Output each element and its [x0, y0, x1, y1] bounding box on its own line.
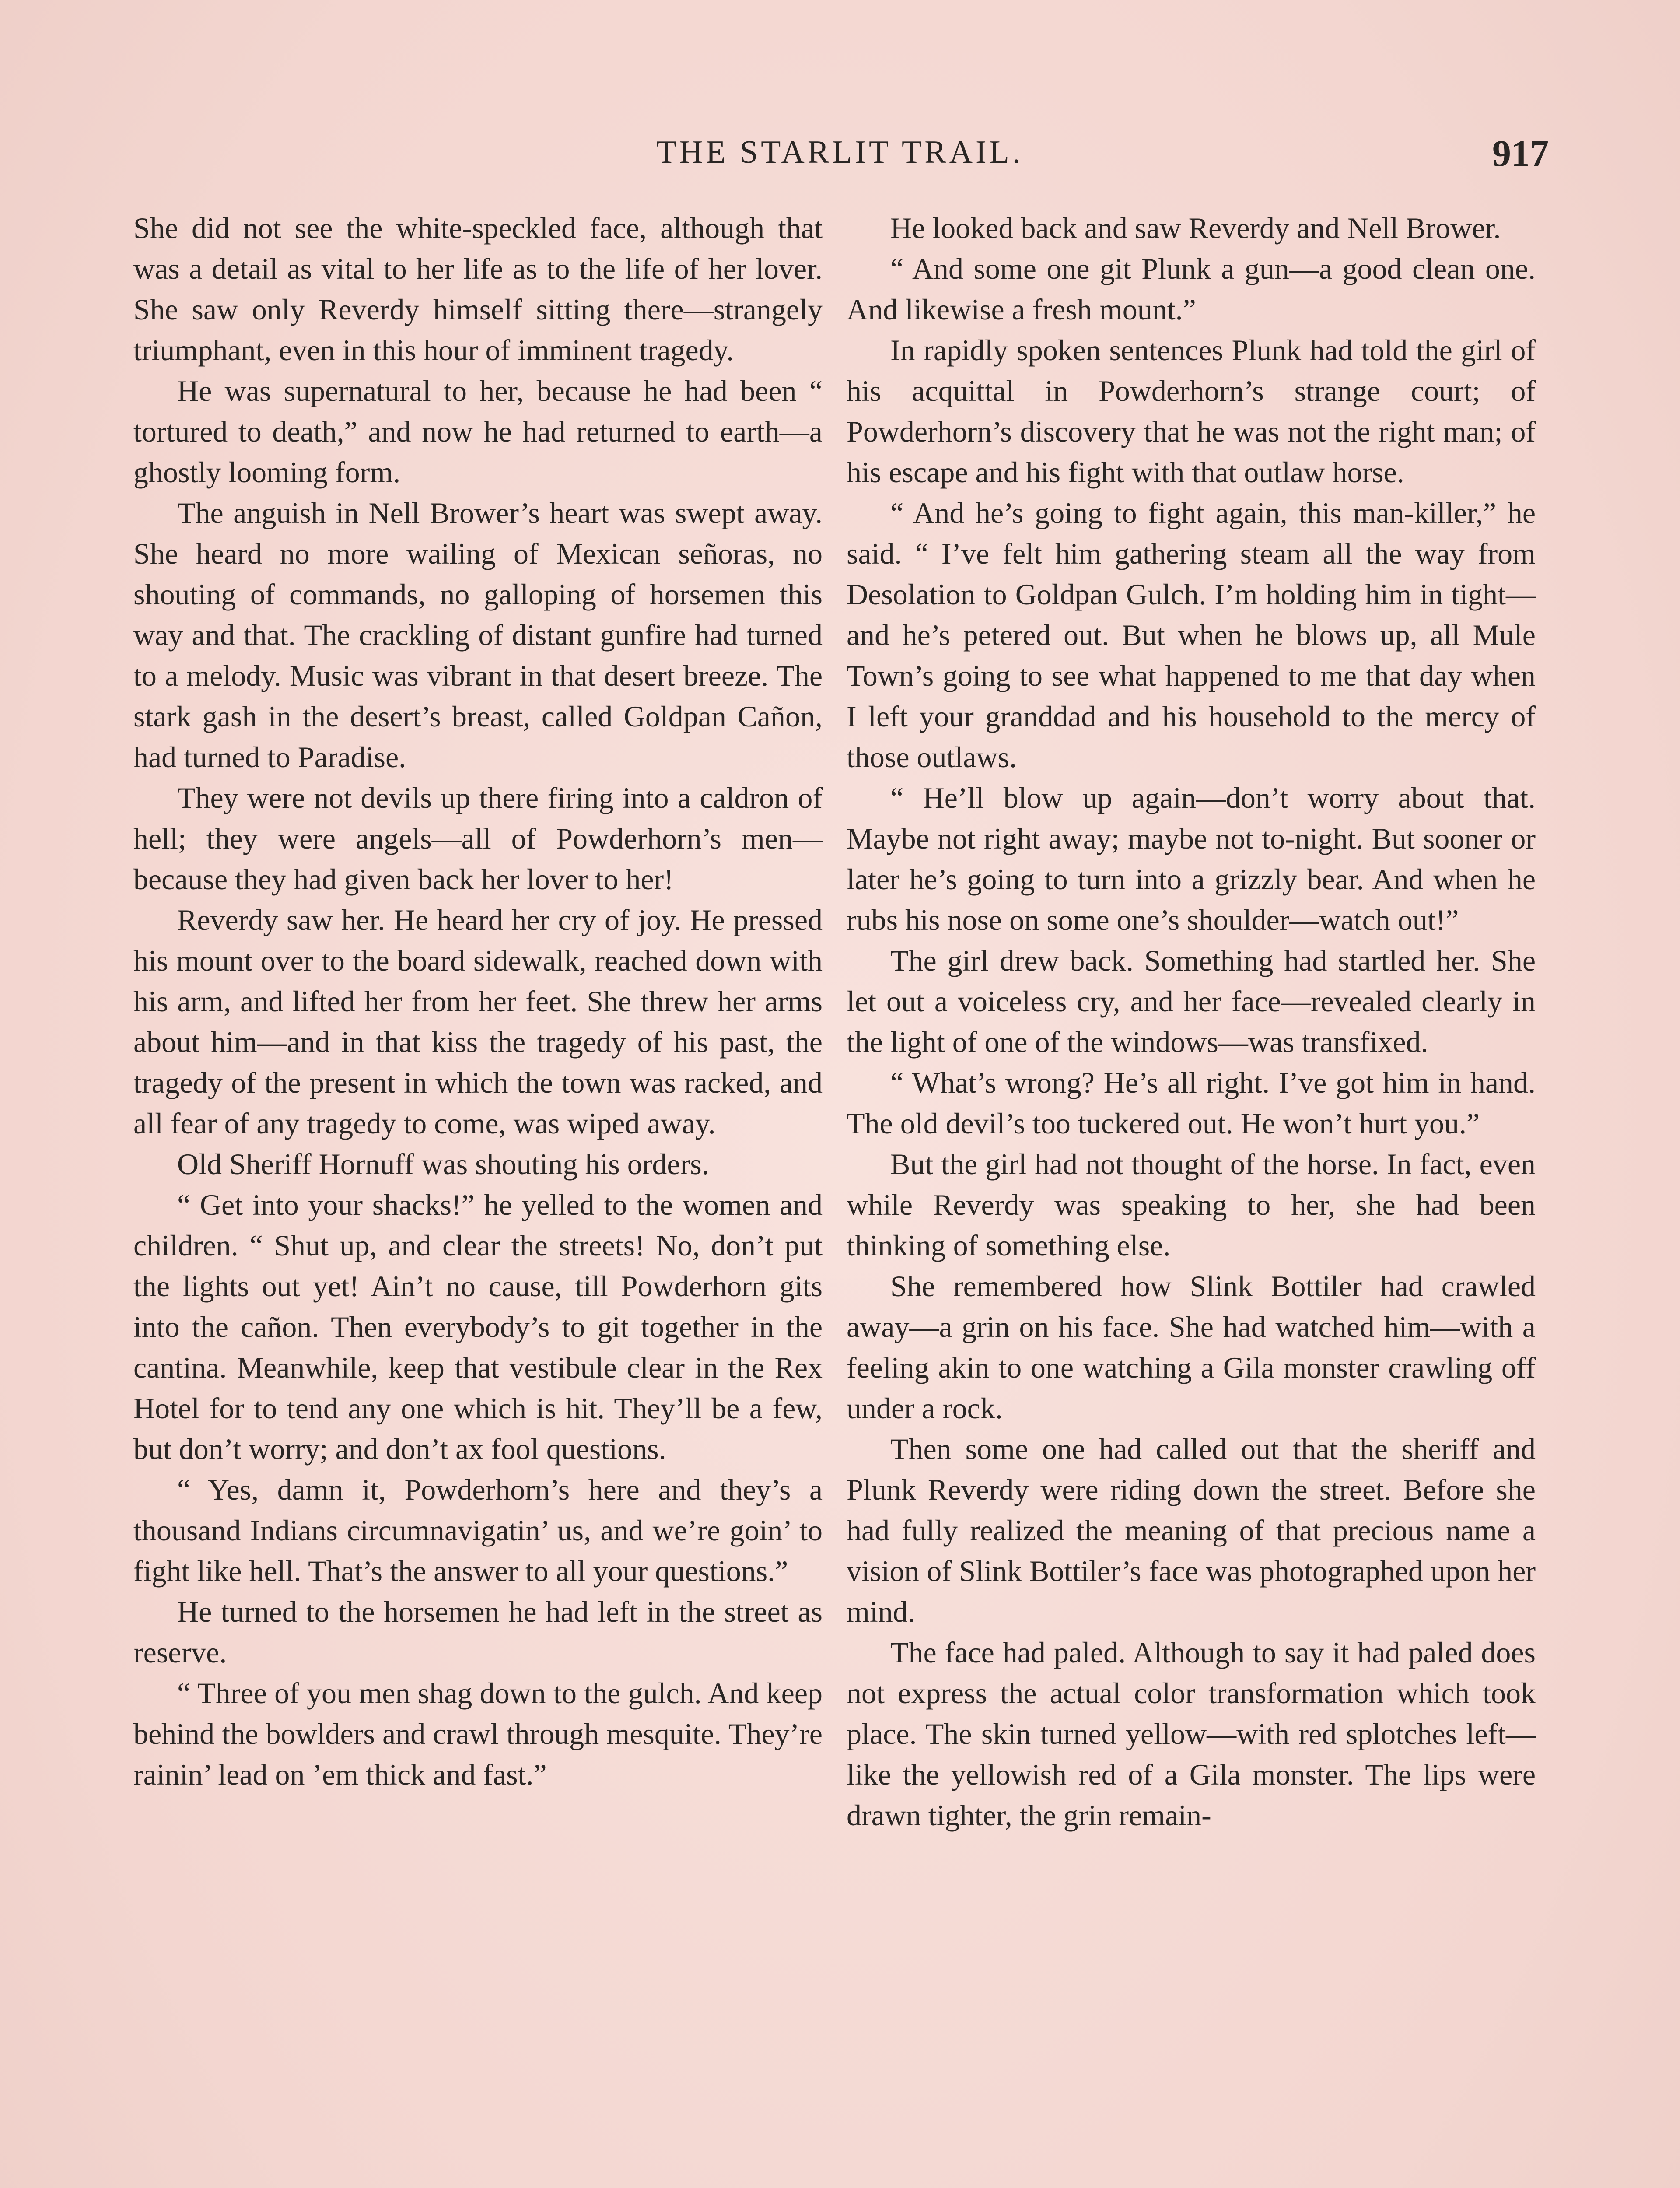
page-number: 917 — [1492, 132, 1549, 174]
right-text-column — [847, 208, 1536, 1836]
left-text-column — [133, 208, 822, 1795]
paragraph: “ What’s wrong? He’s all right. I’ve got him in hand. The old devil’s too tuckered out. He won’t hurt you.” — [847, 1066, 1536, 1140]
paragraph: But the girl had not thought of the horse. In fact, even while Reverdy was speaking to her, she had been thinking of something else. — [847, 1147, 1536, 1262]
paragraph: “ Get into your shacks!” he yelled to the women and children. “ Shut up, and clear the streets! No, don’t put the lights out yet! Ain’t no cause, till Powderhorn gits into the cañon. Then everybody’s to git together in the cantina. Meanwhile, keep that vestibule clear in the Rex Hotel for to tend any one which is hit. They’ll be a few, but don’t worry; and don’t ax fool questions. — [133, 1188, 822, 1466]
paragraph: The girl drew back. Something had startled her. She let out a voiceless cry, and her face—revealed clearly in the light of one of the windows—was transfixed. — [847, 944, 1536, 1059]
paragraph: “ And he’s going to fight again, this man-killer,” he said. “ I’ve felt him gathering steam all the way from Desolation to Goldpan Gulch. I’m holding him in tight—and he’s petered out. But when he blows up, all Mule Town’s going to see what happened to me that day when I left your granddad and his household to the mercy of those outlaws. — [847, 496, 1536, 774]
paragraph: She did not see the white-speckled face, although that was a detail as vital to her life as to the life of her lover. She saw only Reverdy himself sitting there—strangely triumphant, even in this hour of imminent tragedy. — [133, 211, 822, 367]
paragraph: He turned to the horsemen he had left in the street as reserve. — [133, 1595, 822, 1669]
paragraph: The face had paled. Although to say it had paled does not express the actual color transformation which took place. The skin turned yellow—with red splotches left—like the yellowish red of a Gila monster. The lips were drawn tighter, the grin remain- — [847, 1636, 1536, 1832]
page-header — [131, 131, 1549, 179]
paragraph: Then some one had called out that the sheriff and Plunk Reverdy were riding down the street. Before she had fully realized the meaning of that precious name a vision of Slink Bottiler’s face was photographed upon her mind. — [847, 1432, 1536, 1628]
paragraph: “ And some one git Plunk a gun—a good clean one. And likewise a fresh mount.” — [847, 252, 1536, 326]
paragraph: In rapidly spoken sentences Plunk had told the girl of his acquittal in Powderhorn’s strange court; of Powderhorn’s discovery that he was not the right man; of his escape and his fight with that outlaw horse. — [847, 333, 1536, 489]
paragraph: “ Three of you men shag down to the gulch. And keep behind the bowlders and crawl through mesquite. They’re rainin’ lead on ’em thick and fast.” — [133, 1676, 822, 1791]
paragraph: Reverdy saw her. He heard her cry of joy. He pressed his mount over to the board sidewalk, reached down with his arm, and lifted her from her feet. She threw her arms about him—and in that kiss the tragedy of his past, the tragedy of the present in which the town was racked, and all fear of any tragedy to come, was wiped away. — [133, 903, 822, 1140]
paragraph: He looked back and saw Reverdy and Nell Brower. — [890, 211, 1501, 245]
paragraph: He was supernatural to her, because he had been “ tortured to death,” and now he had returned to earth—a ghostly looming form. — [133, 374, 822, 489]
paragraph: “ Yes, damn it, Powderhorn’s here and they’s a thousand Indians circumnavigatin’ us, and we’re goin’ to fight like hell. That’s the answer to all your questions.” — [133, 1473, 822, 1588]
running-title: THE STARLIT TRAIL. — [656, 134, 1024, 170]
paragraph: The anguish in Nell Brower’s heart was swept away. She heard no more wailing of Mexican señoras, no shouting of commands, no galloping of horsemen this way and that. The crackling of distant gunfire had turned to a melody. Music was vibrant in that desert breeze. The stark gash in the desert’s breast, called Goldpan Cañon, had turned to Paradise. — [133, 496, 822, 774]
paragraph: Old Sheriff Hornuff was shouting his orders. — [177, 1147, 709, 1181]
paragraph: They were not devils up there firing into a caldron of hell; they were angels—all of Powderhorn’s men—because they had given back her lover to her! — [133, 781, 822, 896]
paragraph: “ He’ll blow up again—don’t worry about that. Maybe not right away; maybe not to-night. But sooner or later he’s going to turn into a grizzly bear. And when he rubs his nose on some one’s shoulder—watch out!” — [847, 781, 1536, 936]
paragraph: She remembered how Slink Bottiler had crawled away—a grin on his face. She had watched him—with a feeling akin to one watching a Gila monster crawling off under a rock. — [847, 1269, 1536, 1425]
